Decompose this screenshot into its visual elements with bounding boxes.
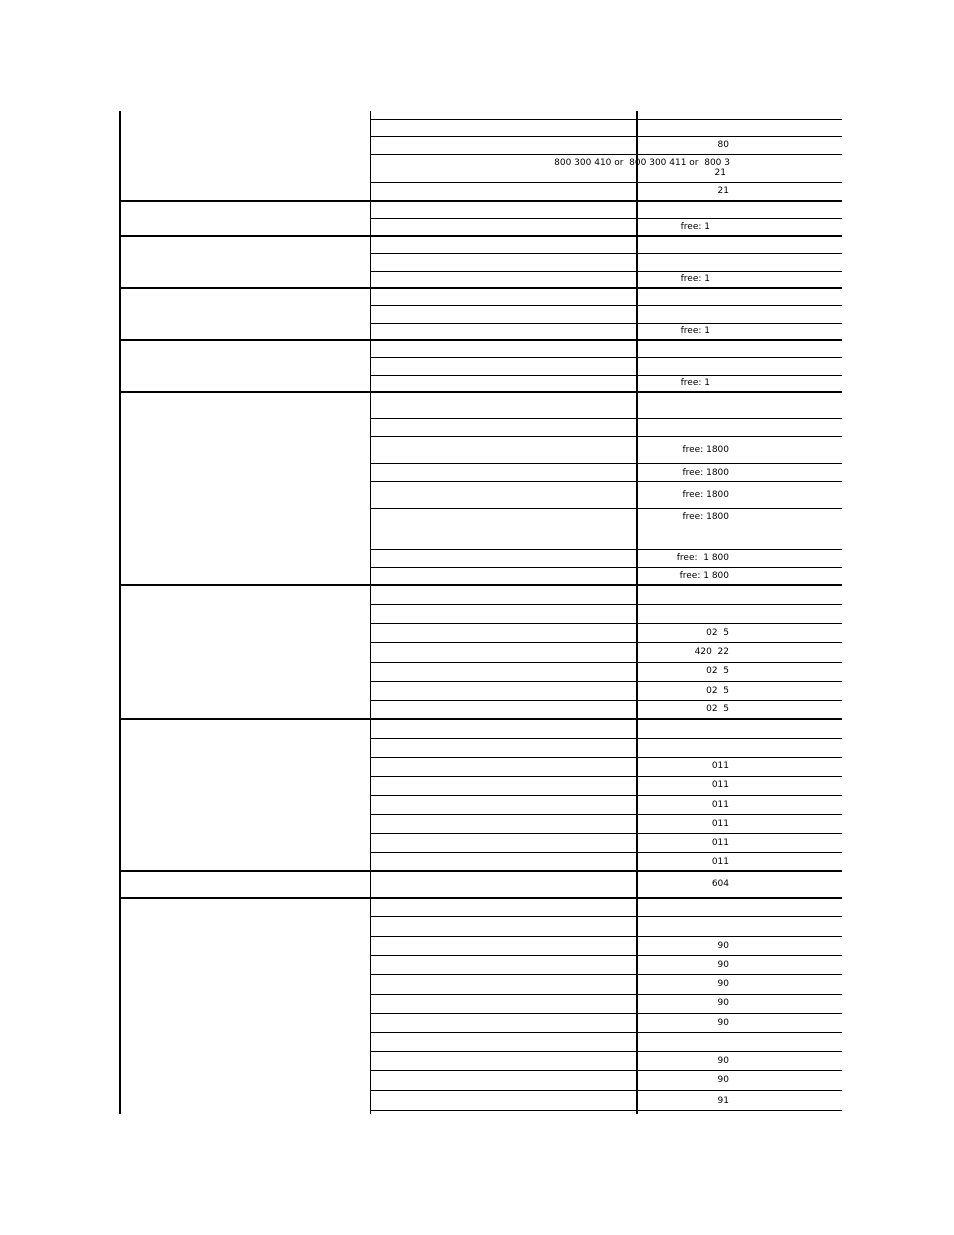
row-divider [370,1090,842,1091]
row-divider [370,567,842,568]
row-divider [370,833,842,834]
row-divider [370,253,842,254]
column-rule-3 [636,111,638,1114]
row-divider [370,182,842,183]
phone-cell: free: 1 [680,274,710,284]
row-divider [370,700,842,701]
row-divider [370,936,842,937]
phone-cell: 91 [717,1096,729,1106]
phone-cell: free: 1800 [682,468,729,478]
phone-cell: 90 [717,1056,729,1066]
phone-cell: free: 1800 [682,490,729,500]
row-divider [370,1070,842,1071]
phone-cell: 80 [717,140,729,150]
row-divider [370,549,842,550]
phone-cell: free: 1 800 [679,571,729,581]
phone-cell: 90 [717,1018,729,1028]
phone-cell: 011 [711,819,729,829]
column-rule-1 [119,111,121,1114]
phone-cell: free: 1800 [682,512,729,522]
phone-cell: 420 22 [694,647,729,657]
phone-cell: 02 5 [706,686,729,696]
row-divider [370,436,842,437]
phone-cell: 90 [717,941,729,951]
phone-cell: free: 1 800 [676,553,729,563]
row-divider [370,795,842,796]
row-divider [370,463,842,464]
row-divider [370,1051,842,1052]
row-divider [370,271,842,272]
phone-cell: free: 1 [680,326,710,336]
row-divider [370,681,842,682]
row-divider [370,375,842,376]
phone-cell: 800 300 410 or 800 300 411 or 800 3 [554,158,730,168]
row-divider [370,323,842,324]
group-divider [119,718,842,720]
phone-cell: free: 1 [680,378,710,388]
group-divider [119,870,842,872]
row-divider [370,776,842,777]
row-divider [370,738,842,739]
group-divider [119,287,842,289]
row-divider [370,1032,842,1033]
phone-cell: 21 [714,168,726,178]
group-divider [119,584,842,586]
phone-cell: 02 5 [706,666,729,676]
row-divider [370,154,842,155]
row-divider [370,119,842,120]
phone-cell: free: 1 [680,222,710,232]
phone-cell: 011 [711,838,729,848]
phone-cell: 02 5 [706,704,729,714]
row-divider [370,994,842,995]
group-divider [119,200,842,202]
phone-cell: 90 [717,1075,729,1085]
phone-cell: 21 [717,186,729,196]
column-rule-2 [370,111,371,1114]
phone-cell: 011 [711,800,729,810]
phone-cell: 011 [711,780,729,790]
row-divider [370,508,842,509]
group-divider [119,897,842,899]
row-divider [370,955,842,956]
phone-cell: 90 [717,998,729,1008]
phone-cell: 604 [711,879,729,889]
group-divider [119,391,842,393]
row-divider [370,1013,842,1014]
group-divider [119,339,842,341]
row-divider [370,136,842,137]
phone-cell: 02 5 [706,628,729,638]
phone-cell: free: 1800 [682,445,729,455]
row-divider [370,218,842,219]
group-divider [119,235,842,237]
row-divider [370,642,842,643]
row-divider [370,418,842,419]
phone-cell: 011 [711,761,729,771]
row-divider [370,604,842,605]
row-divider [370,662,842,663]
row-divider [370,357,842,358]
phone-cell: 90 [717,960,729,970]
row-divider [370,757,842,758]
row-divider [370,916,842,917]
row-divider [370,1110,842,1111]
row-divider [370,974,842,975]
row-divider [370,305,842,306]
phone-cell: 90 [717,979,729,989]
phone-cell: 011 [711,857,729,867]
row-divider [370,623,842,624]
row-divider [370,852,842,853]
row-divider [370,481,842,482]
row-divider [370,814,842,815]
